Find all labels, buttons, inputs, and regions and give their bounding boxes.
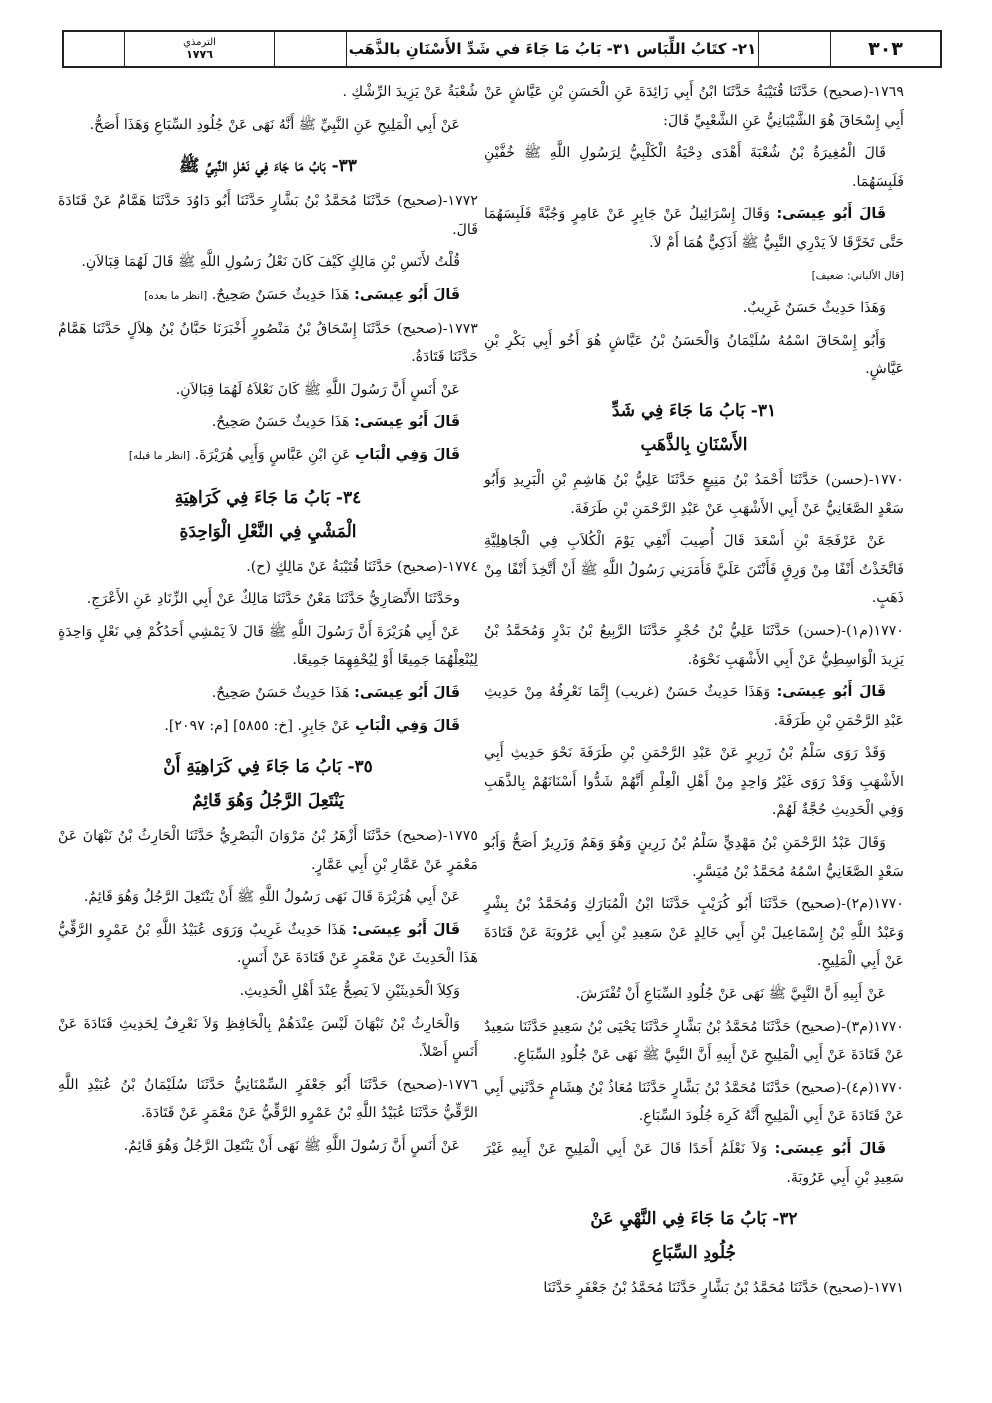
cross-reference-note: [انظر ما بعده] xyxy=(144,289,208,302)
hadith-1770-m2: ١٧٧٠(م٢)-(صحيح) حَدَّثَنَا أَبُو كُرَيْبٍ حَدَّثَنَا ابْنُ الْمُبَارَكِ وَمُحَمَّدُ بْنُ بِشْرٍ وَعَبْدُ اللَّهِ بْنُ إِسْمَاعِيلَ بْنِ أَبِي خَالِدٍ عَنْ سَعِيدِ بْنِ أَبِي عَرُوبَةَ عَنْ قَتَادَةَ عَنْ أَبِي الْمَلِيحِ. xyxy=(484,896,904,970)
header-blank-cell xyxy=(758,32,830,66)
commentary xyxy=(58,916,478,973)
chapter-title-line: ٣٢- بَابُ مَا جَاءَ فِي النَّهْيِ عَنْ xyxy=(590,1209,798,1230)
albani-note: [قال الألباني: ضعيف] xyxy=(811,269,904,282)
grading: وَهَذَا حَدِيثٌ حَسَنٌ غَرِيبٌ. xyxy=(742,300,886,317)
commentary-text: هَذَا حَدِيثٌ غَرِيبٌ وَرَوَى عُبَيْدُ اللَّهِ بْنُ عَمْرٍو الرَّقِّيُّ هَذَا الْحَدِيثَ عَنْ مَعْمَرٍ عَنْ قَتَادَةَ عَنْ أَنَسٍ. xyxy=(58,921,478,967)
commentary xyxy=(58,408,478,437)
hadith-1769: ١٧٦٩-(صحيح) حَدَّثَنَا قُتَيْبَةُ حَدَّثَنَا ابْنُ أَبِي زَائِدَةَ عَنِ الْحَسَنِ بْنِ عَيَّاشٍ عَنْ أَبِي إِسْحَاقَ هُوَ الشَّيْبَانِيُّ عَنِ الشَّعْبِيِّ قَالَ: xyxy=(484,84,904,129)
commentary xyxy=(58,281,478,311)
hadith-1773: ١٧٧٣-(صحيح) حَدَّثَنَا إِسْحَاقُ بْنُ مَنْصُورٍ أَخْبَرَنَا حَبَّانُ بْنُ هِلاَلٍ حَدَّثَنَا هَمَّامٌ حَدَّثَنَا قَتَادَةُ. xyxy=(58,320,478,366)
left-column xyxy=(58,78,478,1165)
commentary xyxy=(484,200,904,257)
commentary xyxy=(58,712,478,741)
reference-number: ١٧٧٦ xyxy=(186,48,213,61)
hadith-continuation: شُعْبَةُ عَنْ يَزِيدَ الرِّشْكِ . xyxy=(342,84,478,100)
hadith-text: عَنْ أَنَسٍ أَنَّ رَسُولَ اللَّهِ ﷺ نَهَى أَنْ يَنْتَعِلَ الرَّجُلُ وَهُوَ قَائِمٌ. xyxy=(123,1138,460,1155)
narrator-note: وَأَبُو إِسْحَاقَ اسْمُهُ سُلَيْمَانُ وَالْحَسَنُ بْنُ عَيَّاشٍ هُوَ أَخُو أَبِي بَكْرِ بْنِ عَيَّاشٍ. xyxy=(484,332,904,378)
abu-isa-label: قَالَ أَبُو عِيسَى: xyxy=(776,684,887,701)
chapter-title-line: ٣٤- بَابُ مَا جَاءَ فِي كَرَاهِيَةِ xyxy=(174,487,362,508)
hadith-text: قَالَ الْمُغِيرَةُ بْنُ شُعْبَةَ أَهْدَى دِحْيَةُ الْكَلْبِيُّ لِرَسُولِ اللَّهِ ﷺ خُفَّيْنِ فَلَبِسَهُمَا. xyxy=(484,145,904,190)
chapter-33-heading: ٣٣- بَابُ مَا جَاءَ فِي نَعْلِ النَّبِيِّ ﷺ xyxy=(179,156,357,177)
header-blank-cell xyxy=(274,32,346,66)
abu-isa-label: قَالَ أَبُو عِيسَى: xyxy=(776,206,887,223)
hadith-text: عَنْ أَبِيهِ أَنَّ النَّبِيَّ ﷺ نَهَى عَنْ جُلُودِ السِّبَاعِ أَنْ تُفْتَرَشَ. xyxy=(575,986,886,1003)
isnad-text: وحَدَّثَنَا الأَنْصَارِيُّ حَدَّثَنَا مَعْنٌ حَدَّثَنَا مَالِكٌ عَنْ أَبِي الزِّنَادِ عَنِ الأَعْرَجِ. xyxy=(86,591,460,608)
commentary xyxy=(58,441,478,471)
hadith-text: عَنْ أَبِي هُرَيْرَةَ أَنَّ رَسُولَ اللَّهِ ﷺ قَالَ لاَ يَمْشِي أَحَدُكُمْ فِي نَعْلٍ وَاحِدَةٍ لِيُنْعِلْهُمَا جَمِيعًا أَوْ لِيُحْفِهِمَا جَمِيعًا. xyxy=(58,623,478,669)
right-column xyxy=(484,78,904,1307)
hadith-1770-m3: ١٧٧٠(م٣)-(صحيح) حَدَّثَنَا مُحَمَّدُ بْنُ بَشَّارٍ حَدَّثَنَا يَحْيَى بْنُ سَعِيدٍ حَدَّثَنَا سَعِيدٌ عَنْ قَتَادَةَ عَنْ أَبِي الْمَلِيحِ عَنْ أَبِيهِ أَنَّ النَّبِيَّ ﷺ نَهَى عَنْ جُلُودِ السِّبَاعِ. xyxy=(484,1018,904,1064)
commentary: وَقَدْ رَوَى سَلْمُ بْنُ زَرِيرٍ عَنْ عَبْدِ الرَّحْمَنِ بْنِ طَرَفَةَ نَحْوَ حَدِيثِ أَبِي الأَشْهَبِ وَقَدْ رَوَى غَيْرُ وَاحِدٍ مِنْ أَهْلِ الْعِلْمِ أَنَّهُمْ شَدُّوا أَسْنَانَهُمْ بِالذَّهَبِ وَفِي الْحَدِيثِ حُجَّةٌ لَهُمْ. xyxy=(484,745,904,819)
commentary-text: وَقَالَ إِسْرَائِيلُ عَنْ جَابِرٍ عَنْ عَامِرٍ وَجُبَّةً فَلَبِسَهُمَا حَتَّى تَخَرَّقَا لاَ يَدْرِي النَّبِيُّ ﷺ أَذَكِيٌّ هُمَا أَمْ لاَ. xyxy=(484,206,904,251)
hadith-1770-m1: ١٧٧٠(م١)-(حسن) حَدَّثَنَا عَلِيُّ بْنُ حُجْرٍ حَدَّثَنَا الرَّبِيعُ بْنُ بَدْرٍ وَمُحَمَّدُ بْنُ يَزِيدَ الْوَاسِطِيُّ عَنْ أَبِي الأَشْهَبِ نَحْوَهُ. xyxy=(484,622,904,668)
reference-book: الترمذي xyxy=(183,37,216,48)
commentary xyxy=(58,679,478,708)
hadith-1775: ١٧٧٥-(صحيح) حَدَّثَنَا أَزْهَرُ بْنُ مَرْوَانَ الْبَصْرِيُّ حَدَّثَنَا الْحَارِثُ بْنُ نَبْهَانَ عَنْ مَعْمَرٍ عَنْ عَمَّارِ بْنِ أَبِي عَمَّارٍ. xyxy=(58,828,478,873)
chapter-title-line: الأَسْنَانِ بِالذَّهَبِ xyxy=(640,434,748,455)
header-title: ٢١- كتَابُ اللِّبَاس ٣١- بَابُ مَا جَاءَ في شَدِّ الأَسْنَانِ بالذَّهَب xyxy=(346,32,758,66)
chapter-32-heading xyxy=(484,1202,904,1270)
running-header xyxy=(62,30,942,68)
commentary-text: وَلاَ نَعْلَمُ أَحَدًا قَالَ عَنْ أَبِي الْمَلِيحِ عَنْ أَبِيهِ غَيْرَ سَعِيدِ بْنِ أَبِي عَرُوبَةَ. xyxy=(484,1141,904,1186)
chapter-title-line: الْمَشْيِ فِي النَّعْلِ الْوَاحِدَةِ xyxy=(179,521,357,542)
abu-isa-label: قَالَ أَبُو عِيسَى: xyxy=(354,684,460,701)
header-blank-cell xyxy=(64,32,124,66)
hadith-text: قُلْتُ لأَنَسِ بْنِ مَالِكٍ كَيْفَ كَانَ نَعْلُ رَسُولِ اللَّهِ ﷺ قَالَ لَهُمَا قِبَالاَنِ. xyxy=(81,254,460,271)
header-reference xyxy=(124,32,274,66)
abu-isa-label: قَالَ أَبُو عِيسَى: xyxy=(351,921,460,938)
commentary: وَقَالَ عَبْدُ الرَّحْمَنِ بْنُ مَهْدِيٍّ سَلْمُ بْنُ زَرِينٍ وَهُوَ وَهَمٌ وَزَرِيرٌ أَصَحُّ وَأَبُو سَعْدٍ الصَّغَانِيُّ اسْمُهُ مُحَمَّدُ بْنُ مُيَسَّرٍ. xyxy=(484,835,904,880)
hadith-text: عَنْ أَنَسٍ أَنَّ رَسُولَ اللَّهِ ﷺ كَانَ نَعْلاَهُ لَهُمَا قِبَالاَنِ. xyxy=(175,381,460,398)
hadith-1774: ١٧٧٤-(صحيح) حَدَّثَنَا قُتَيْبَةُ عَنْ مَالِكٍ (ح). xyxy=(246,558,478,575)
hadith-1776: ١٧٧٦-(صحيح) حَدَّثَنَا أَبُو جَعْفَرٍ السِّمْنَانِيُّ حَدَّثَنَا سُلَيْمَانُ بْنُ عُبَيْدِ اللَّهِ الرَّقِّيُّ حَدَّثَنَا عُبَيْدُ اللَّهِ بْنُ عَمْرٍو الرَّقِّيُّ عَنْ مَعْمَرٍ عَنْ قَتَادَةَ. xyxy=(58,1076,478,1122)
commentary-text: عَنِ ابْنِ عَبَّاسٍ وَأَبِي هُرَيْرَةَ. xyxy=(194,446,351,463)
commentary-text: وَهَذَا حَدِيثٌ حَسَنٌ (غريب) إِنَّمَا نَعْرِفُهُ مِنْ حَدِيثِ عَبْدِ الرَّحْمَنِ بْنِ طَرَفَةَ. xyxy=(484,684,904,729)
in-chapter-label: قَالَ وَفِي الْبَابِ xyxy=(355,717,460,734)
abu-isa-label: قَالَ أَبُو عِيسَى: xyxy=(354,286,460,303)
commentary-text: هَذَا حَدِيثٌ حَسَنٌ صَحِيحٌ. xyxy=(211,684,350,701)
chapter-title-line: يَنْتَعِلَ الرَّجُلُ وَهُوَ قَائِمٌ xyxy=(192,791,344,812)
chapter-35-heading xyxy=(58,750,478,818)
hadith-1770-m4: ١٧٧٠(م٤)-(صحيح) حَدَّثَنَا مُحَمَّدُ بْنُ بَشَّارٍ حَدَّثَنَا مُعَاذُ بْنُ هِشَامٍ حَدَّثَنِي أَبِي عَنْ قَتَادَةَ عَنْ أَبِي الْمَلِيحِ أَنَّهُ كَرِهَ جُلُودَ السِّبَاعِ. xyxy=(484,1079,904,1125)
hadith-text: عَنْ أَبِي هُرَيْرَةَ قَالَ نَهَى رَسُولُ اللَّهِ ﷺ أَنْ يَنْتَعِلَ الرَّجُلُ وَهُوَ قَائِمٌ. xyxy=(83,889,460,906)
hadith-text: عَنْ عَرْفَجَةَ بْنِ أَسْعَدَ قَالَ أُصِيبَ أَنْفِي يَوْمَ الْكُلاَبِ فِي الْجَاهِلِيَّةِ فَاتَّخَذْتُ أَنْفًا مِنْ وَرِقٍ فَأَنْتَنَ عَلَيَّ فَأَمَرَنِي رَسُولُ اللَّهِ ﷺ أَنْ أَتَّخِذَ أَنْفًا مِنْ ذَهَبٍ. xyxy=(484,533,904,607)
commentary-text: هَذَا حَدِيثٌ حَسَنٌ صَحِيحٌ. xyxy=(211,414,350,431)
commentary xyxy=(484,678,904,735)
hadith-1772: ١٧٧٢-(صحيح) حَدَّثَنَا مُحَمَّدُ بْنُ بَشَّارٍ حَدَّثَنَا أَبُو دَاوُدَ حَدَّثَنَا هَمَّامٌ عَنْ قَتَادَةَ قَالَ. xyxy=(58,193,478,238)
chapter-31-heading xyxy=(484,394,904,462)
commentary-text: هَذَا حَدِيثٌ حَسَنٌ صَحِيحٌ. xyxy=(211,286,350,303)
hadith-1770: ١٧٧٠-(حسن) حَدَّثَنَا أَحْمَدُ بْنُ مَنِيعٍ حَدَّثَنَا عَلِيُّ بْنُ هَاشِمِ بْنِ الْبَرِيدِ وَأَبُو سَعْدٍ الصَّغَانِيُّ عَنْ أَبِي الأَشْهَبِ عَنْ عَبْدِ الرَّحْمَنِ بْنِ طَرَفَةَ. xyxy=(484,471,904,517)
commentary-text: عَنْ جَابِرٍ. [خ: ٥٨٥٥] [م: ٢٠٩٧]. xyxy=(164,717,351,734)
chapter-title-line: ٣٥- بَابُ مَا جَاءَ فِي كَرَاهِيَةِ أَنْ xyxy=(163,757,373,778)
abu-isa-label: قَالَ أَبُو عِيسَى: xyxy=(774,1141,886,1157)
hadith-1771: ١٧٧١-(صحيح) حَدَّثَنَا مُحَمَّدُ بْنُ بَشَّارٍ حَدَّثَنَا مُحَمَّدُ بْنُ جَعْفَرٍ حَدَّثَنَا xyxy=(543,1280,904,1297)
commentary: وَالْحَارِثُ بْنُ نَبْهَانَ لَيْسَ عِنْدَهُمْ بِالْحَافِظِ وَلاَ نَعْرِفُ لِحَدِيثِ قَتَادَةَ عَنْ أَنَسٍ أَصْلاً. xyxy=(58,1015,478,1061)
hadith-text: عَنْ أَبِي الْمَلِيحِ عَنِ النَّبِيِّ ﷺ أَنَّهُ نَهَى عَنْ جُلُودِ السِّبَاعِ وَهَذَا أَصَحُّ. xyxy=(89,116,460,133)
chapter-34-heading xyxy=(58,481,478,549)
in-chapter-label: قَالَ وَفِي الْبَابِ xyxy=(355,446,460,463)
page-number: ٣٠٣ xyxy=(830,32,940,66)
commentary xyxy=(484,1135,904,1192)
commentary: وَكِلاَ الْحَدِيثَيْنِ لاَ يَصِحُّ عِنْدَ أَهْلِ الْحَدِيثِ. xyxy=(239,983,460,1000)
abu-isa-label: قَالَ أَبُو عِيسَى: xyxy=(354,414,460,431)
cross-reference-note: [انظر ما قبله] xyxy=(128,449,191,462)
chapter-title-line: ٣١- بَابُ مَا جَاءَ فِي شَدِّ xyxy=(611,400,777,421)
chapter-title-line: جُلُودِ السِّبَاعِ xyxy=(652,1243,736,1264)
